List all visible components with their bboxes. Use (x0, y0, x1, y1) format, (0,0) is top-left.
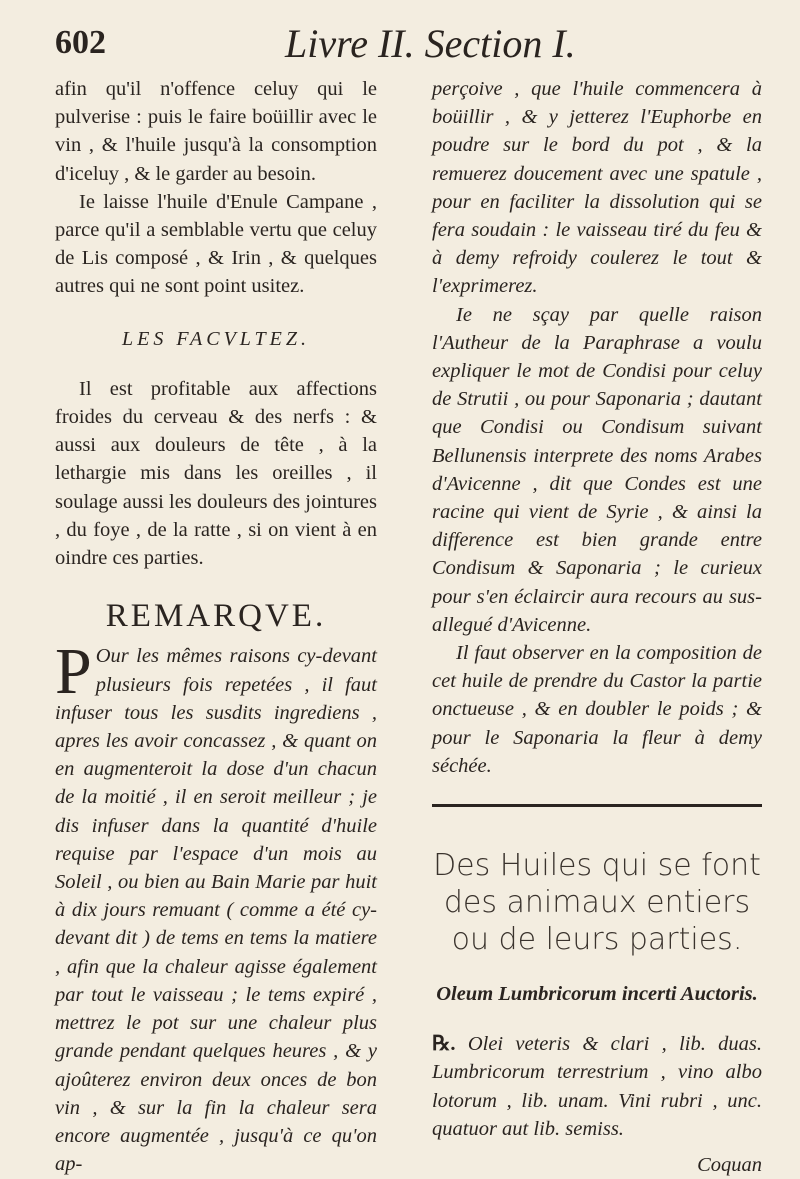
paragraph: perçoive , que l'huile commencera à boüillir , & y jetterez l'Euphorbe en poudre sur le bord du pot , & la remuerez doucement avec une spatule , pour en faciliter la dissolution qui se fera soudain : le vaisseau tiré du feu & à demy refroidy coulerez le tout & l'exprimerez. (432, 78, 762, 298)
page-number: 602 (55, 24, 106, 61)
right-column (432, 75, 762, 1179)
page-header (55, 20, 760, 70)
recipe-text: Olei veteris & clari , lib. duas. Lumbricorum terrestrium , vino albo lotorum , lib. unam. Vini rubri , unc. quatuor aut lib. semiss. (432, 1033, 762, 1140)
section-title: Des Huiles qui se font des animaux entiers ou de leurs parties. (433, 848, 761, 958)
drop-cap: P (55, 635, 92, 709)
paragraph: Il faut observer en la composition de cet huile de prendre du Castor la partie onctueuse , & en doubler le poids ; & pour le Saponaria la fleur à demy séchée. (432, 642, 762, 777)
paragraph: Ie laisse l'huile d'Enule Campane , parce qu'il a semblable vertu que celuy de Lis composé , & Irin , & quelques autres qui ne sont point usitez. (55, 190, 377, 298)
remarque-paragraph (55, 635, 377, 1178)
paragraph: Il est profitable aux affections froides du cerveau & des nerfs : & aussi aux douleurs de tête , à la lethargie mis dans les oreilles , il soulage aussi les douleurs des jointures , du foye , de la ratte , si on vient à en oindre ces parties. (55, 377, 377, 570)
recipe-symbol: ℞. (432, 1033, 456, 1056)
recipe-title: Oleum Lumbricorum incerti Auctoris. (436, 983, 758, 1006)
remarque-heading: REMARQVE. (105, 598, 327, 635)
left-column (55, 75, 377, 1178)
paragraph: Ie ne sçay par quelle raison l'Autheur de la Paraphrase a voulu expliquer le mot de Condisi pour celuy de Strutii , ou pour Saponaria ; dautant que Condisi ou Condisum suivant Bellunensis interprete des noms Arabes d'Avicenne , dit que Condes est une racine qui vient de Syrie , & ainsi la difference est bien grande entre Condisum & Saponaria ; le curieux pour s'en éclaircir aura recours au sus-allegué d'Avicenne. (432, 303, 762, 636)
section-heading: LES FACVLTEZ. (122, 327, 310, 350)
catchword: Coquan (697, 1154, 762, 1177)
running-title: Livre II. Section I. (285, 21, 576, 66)
remarque-text: Our les mêmes raisons cy-devant plusieurs fois repetées , il faut infuser tous les susdits ingrediens , apres les avoir concassez , & quant on en augmenteroit la dose d'un chacun de la moitié , il en seroit meilleur ; je dis infuser dans la quantité d'huile requise par l'espace d'un mois au Soleil , ou bien au Bain Marie par huit à dix jours remuant ( comme a été cy-devant dit ) de tems en tems la matiere , afin que la chaleur agisse également par tout le vaisseau ; le tems expiré , mettrez le pot sur une chaleur plus grande pendant quelques heures , & y ajoûterez environ deux onces de bon vin , & sur la fin la chaleur sera encore augmentée , jusqu'à ce qu'on ap- (55, 645, 377, 1176)
divider (432, 804, 762, 807)
paragraph: afin qu'il n'offence celuy qui le pulverise : puis le faire boüillir avec le vin , & l'huile jusqu'à la consomption d'iceluy , & le garder au besoin. (55, 78, 377, 185)
recipe (432, 1030, 762, 1143)
